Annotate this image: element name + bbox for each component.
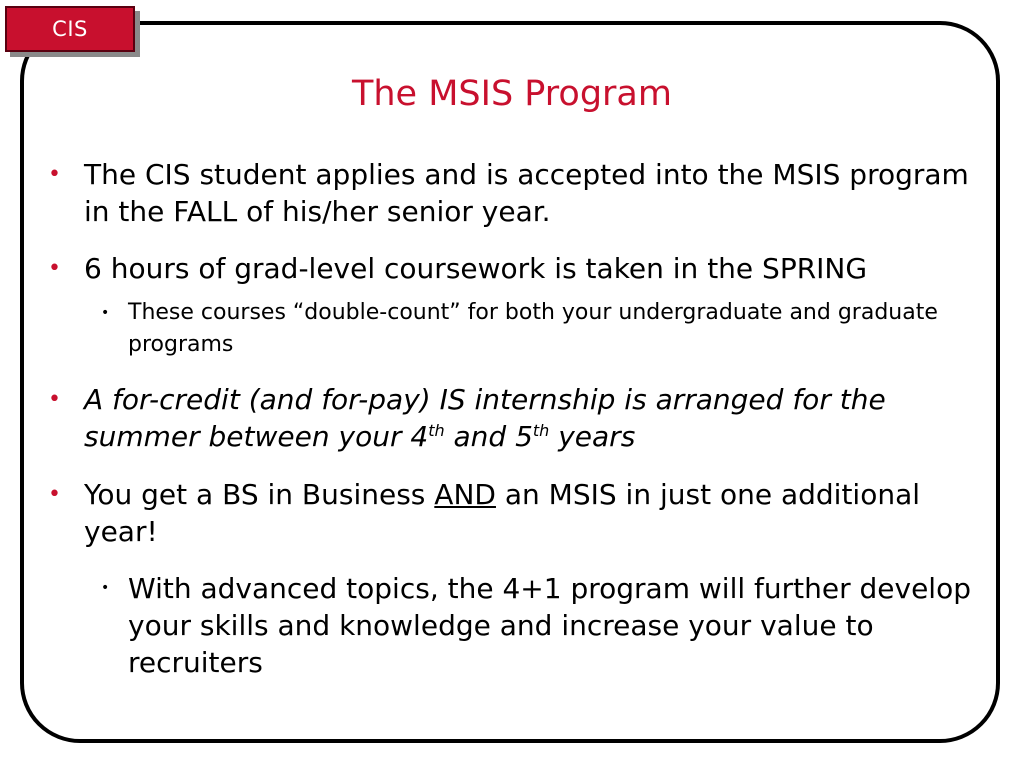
bullet-item <box>48 250 994 287</box>
bullet-text-part: A for-credit (and for-pay) IS internship is arranged for the summer between your 4 <box>84 383 886 453</box>
slide-title: The MSIS Program <box>352 74 672 114</box>
bullet-dot-icon: • <box>48 482 61 507</box>
sub-bullet-text: These courses “double-count” for both your undergraduate and graduate programs <box>128 300 938 357</box>
bullet-text: 6 hours of grad-level coursework is taken in the SPRING <box>84 252 868 285</box>
cis-badge <box>5 6 135 52</box>
bullet-dot-icon: • <box>48 162 61 187</box>
sub-bullet-item <box>101 570 988 681</box>
bullet-text: The CIS student applies and is accepted into the MSIS program in the FALL of his/her senior year. <box>84 158 969 228</box>
bullet-item <box>48 381 994 455</box>
superscript: th <box>532 421 550 440</box>
bullet-text-part: You get a BS in Business <box>84 478 435 511</box>
bullet-dot-icon: • <box>48 387 61 412</box>
underlined-and: AND <box>434 478 496 511</box>
bullet-item <box>48 476 994 550</box>
bullet-dot-icon: • <box>48 256 61 281</box>
sub-bullet-dot-icon: • <box>101 305 110 321</box>
bullet-text-part: years <box>549 420 636 453</box>
bullet-text-part: an MSIS in just one additional year! <box>84 478 921 548</box>
bullet-item <box>48 156 994 230</box>
cis-badge-label: CIS <box>52 17 88 41</box>
bullet-text-part: and 5 <box>444 420 533 453</box>
sub-bullet-item <box>101 297 988 361</box>
sub-bullet-dot-icon: • <box>101 580 110 596</box>
superscript: th <box>428 421 445 440</box>
sub-bullet-text: With advanced topics, the 4+1 program will further develop your skills and knowledge and increase your value to recruiters <box>128 572 971 679</box>
